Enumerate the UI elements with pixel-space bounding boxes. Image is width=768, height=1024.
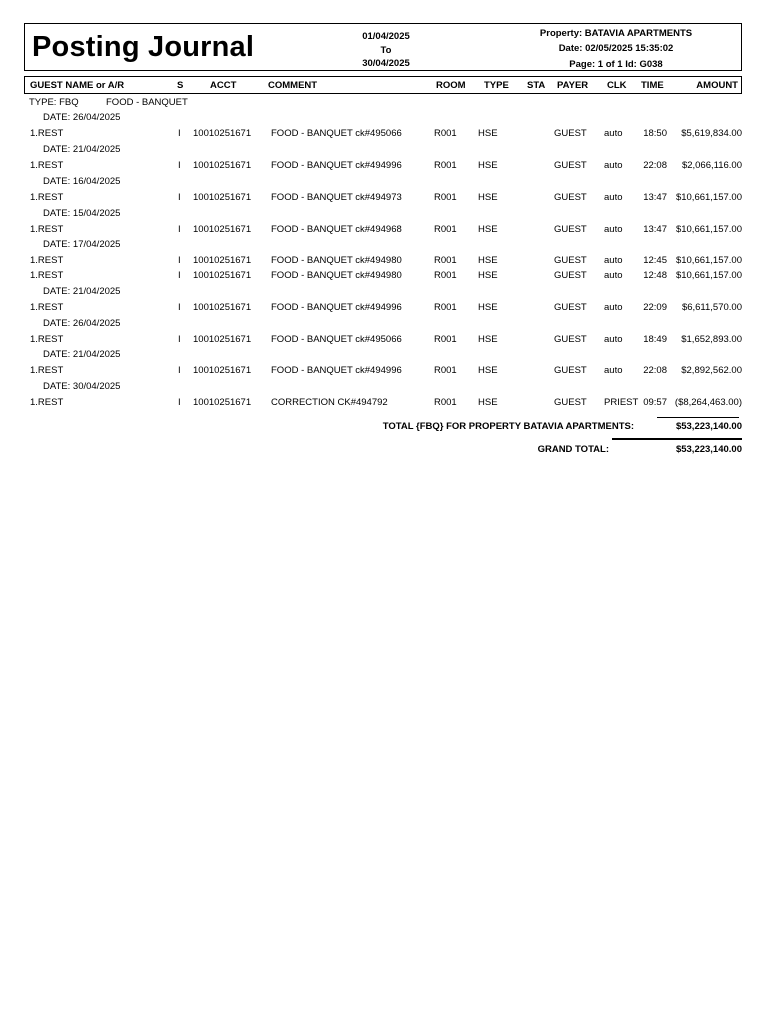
row-s: I <box>178 224 181 235</box>
page-line: Page: 1 of 1 Id: G038 <box>569 58 663 70</box>
row-type: HSE <box>478 270 498 281</box>
row-time: 12:45 <box>643 255 667 266</box>
grand-total-value: $53,223,140.00 <box>675 444 742 455</box>
row-payer: GUEST <box>554 128 587 139</box>
row-type: HSE <box>478 255 498 266</box>
row-clk: auto <box>604 270 623 281</box>
property-line: Property: BATAVIA APARTMENTS <box>539 28 693 39</box>
row-acct: 10010251671 <box>193 255 252 266</box>
group-type-line <box>0 97 768 109</box>
row-guest-name: 1.REST <box>30 397 64 408</box>
row-s: I <box>178 128 181 139</box>
row-clk: auto <box>604 192 623 203</box>
date-label: DATE: 21/04/2025 <box>43 286 121 297</box>
table-row <box>0 192 768 204</box>
report-title: Posting Journal <box>32 31 255 63</box>
date-label: DATE: 26/04/2025 <box>43 112 121 123</box>
row-guest-name: 1.REST <box>30 270 64 281</box>
table-row <box>0 334 768 346</box>
row-guest-name: 1.REST <box>30 365 64 376</box>
date-line <box>0 176 768 188</box>
row-type: HSE <box>478 160 498 171</box>
row-type: HSE <box>478 334 498 345</box>
date-label: DATE: 16/04/2025 <box>43 176 121 187</box>
row-clk: auto <box>604 255 623 266</box>
row-comment: FOOD - BANQUET ck#494980 <box>271 270 402 281</box>
row-s: I <box>178 255 181 266</box>
row-payer: GUEST <box>554 365 587 376</box>
report-date-range <box>355 30 417 71</box>
row-comment: FOOD - BANQUET ck#494996 <box>271 365 402 376</box>
date-line <box>0 239 768 251</box>
property-total-label: TOTAL {FBQ} FOR PROPERTY BATAVIA APARTMENTS: <box>382 421 634 432</box>
row-payer: GUEST <box>554 255 587 266</box>
date-to: 30/04/2025 <box>362 58 410 69</box>
date-label: DATE: 17/04/2025 <box>43 239 121 250</box>
row-amount: $2,892,562.00 <box>681 365 742 376</box>
row-amount: $10,661,157.00 <box>675 255 742 266</box>
table-row <box>0 302 768 314</box>
row-payer: GUEST <box>554 302 587 313</box>
report-property-info <box>501 26 731 72</box>
row-s: I <box>178 397 181 408</box>
row-payer: GUEST <box>554 270 587 281</box>
row-time: 22:08 <box>643 160 667 171</box>
row-s: I <box>178 160 181 171</box>
table-row <box>0 255 768 267</box>
row-clk: auto <box>604 365 623 376</box>
row-comment: FOOD - BANQUET ck#494996 <box>271 302 402 313</box>
grand-total-rule <box>612 438 742 440</box>
row-acct: 10010251671 <box>193 192 252 203</box>
run-date-line: Date: 02/05/2025 15:35:02 <box>558 43 674 55</box>
row-s: I <box>178 192 181 203</box>
col-room: ROOM <box>436 80 466 91</box>
row-amount: $6,611,570.00 <box>681 302 742 313</box>
row-comment: FOOD - BANQUET ck#494973 <box>271 192 402 203</box>
table-row <box>0 270 768 282</box>
property-total-value: $53,223,140.00 <box>675 421 742 432</box>
report-header <box>24 23 742 71</box>
table-row <box>0 224 768 236</box>
col-type: TYPE <box>484 80 509 91</box>
row-room: R001 <box>434 365 457 376</box>
col-guest-name: GUEST NAME or A/R <box>30 80 125 91</box>
row-type: HSE <box>478 128 498 139</box>
row-guest-name: 1.REST <box>30 160 64 171</box>
row-s: I <box>178 365 181 376</box>
table-row <box>0 397 768 409</box>
row-time: 13:47 <box>643 192 667 203</box>
row-comment: FOOD - BANQUET ck#495066 <box>271 128 402 139</box>
date-label: DATE: 26/04/2025 <box>43 318 121 329</box>
property-total-line <box>0 421 768 433</box>
row-comment: CORRECTION CK#494792 <box>271 397 388 408</box>
date-to-word: To <box>380 44 392 56</box>
row-acct: 10010251671 <box>193 224 252 235</box>
date-line <box>0 381 768 393</box>
row-acct: 10010251671 <box>193 397 252 408</box>
row-time: 13:47 <box>643 224 667 235</box>
row-payer: GUEST <box>554 160 587 171</box>
col-comment: COMMENT <box>268 80 318 91</box>
subtotal-rule <box>657 417 739 418</box>
date-line <box>0 112 768 124</box>
row-clk: auto <box>604 128 623 139</box>
col-time: TIME <box>641 80 664 91</box>
row-type: HSE <box>478 224 498 235</box>
row-payer: GUEST <box>554 192 587 203</box>
row-room: R001 <box>434 302 457 313</box>
col-amount: AMOUNT <box>696 80 738 91</box>
row-clk: PRIEST <box>604 397 639 408</box>
row-guest-name: 1.REST <box>30 128 64 139</box>
row-guest-name: 1.REST <box>30 224 64 235</box>
row-room: R001 <box>434 397 457 408</box>
group-type-desc: FOOD - BANQUET <box>106 97 188 108</box>
row-comment: FOOD - BANQUET ck#494980 <box>271 255 402 266</box>
column-header-row <box>24 76 742 94</box>
row-s: I <box>178 302 181 313</box>
row-time: 09:57 <box>643 397 667 408</box>
row-s: I <box>178 334 181 345</box>
date-label: DATE: 21/04/2025 <box>43 144 121 155</box>
date-line <box>0 286 768 298</box>
grand-total-label: GRAND TOTAL: <box>537 444 609 455</box>
date-line <box>0 208 768 220</box>
row-time: 18:50 <box>643 128 667 139</box>
row-acct: 10010251671 <box>193 365 252 376</box>
col-payer: PAYER <box>557 80 589 91</box>
row-room: R001 <box>434 270 457 281</box>
row-time: 12:48 <box>643 270 667 281</box>
row-comment: FOOD - BANQUET ck#494968 <box>271 224 402 235</box>
row-clk: auto <box>604 160 623 171</box>
row-guest-name: 1.REST <box>30 192 64 203</box>
row-type: HSE <box>478 365 498 376</box>
date-label: DATE: 21/04/2025 <box>43 349 121 360</box>
row-type: HSE <box>478 302 498 313</box>
date-label: DATE: 15/04/2025 <box>43 208 121 219</box>
row-time: 22:08 <box>643 365 667 376</box>
row-guest-name: 1.REST <box>30 255 64 266</box>
row-comment: FOOD - BANQUET ck#495066 <box>271 334 402 345</box>
table-row <box>0 365 768 377</box>
row-acct: 10010251671 <box>193 128 252 139</box>
row-s: I <box>178 270 181 281</box>
group-type-label: TYPE: FBQ <box>29 97 79 108</box>
row-room: R001 <box>434 334 457 345</box>
row-payer: GUEST <box>554 334 587 345</box>
col-s: S <box>177 80 184 91</box>
row-room: R001 <box>434 224 457 235</box>
row-payer: GUEST <box>554 397 587 408</box>
date-label: DATE: 30/04/2025 <box>43 381 121 392</box>
row-type: HSE <box>478 192 498 203</box>
row-time: 22:09 <box>643 302 667 313</box>
row-amount: $10,661,157.00 <box>675 192 742 203</box>
date-from: 01/04/2025 <box>362 31 410 42</box>
row-clk: auto <box>604 334 623 345</box>
date-line <box>0 349 768 361</box>
date-line <box>0 318 768 330</box>
row-comment: FOOD - BANQUET ck#494996 <box>271 160 402 171</box>
row-room: R001 <box>434 128 457 139</box>
row-amount: ($8,264,463.00) <box>674 397 742 408</box>
row-room: R001 <box>434 192 457 203</box>
row-clk: auto <box>604 224 623 235</box>
row-amount: $1,652,893.00 <box>681 334 742 345</box>
row-clk: auto <box>604 302 623 313</box>
col-clk: CLK <box>607 80 627 91</box>
row-payer: GUEST <box>554 224 587 235</box>
row-room: R001 <box>434 160 457 171</box>
row-type: HSE <box>478 397 498 408</box>
table-row <box>0 160 768 172</box>
row-acct: 10010251671 <box>193 334 252 345</box>
date-line <box>0 144 768 156</box>
row-amount: $10,661,157.00 <box>675 270 742 281</box>
row-acct: 10010251671 <box>193 302 252 313</box>
row-acct: 10010251671 <box>193 160 252 171</box>
row-amount: $5,619,834.00 <box>681 128 742 139</box>
table-row <box>0 128 768 140</box>
row-guest-name: 1.REST <box>30 334 64 345</box>
grand-total-line <box>0 444 768 456</box>
row-acct: 10010251671 <box>193 270 252 281</box>
col-acct: ACCT <box>210 80 237 91</box>
row-amount: $10,661,157.00 <box>675 224 742 235</box>
col-sta: STA <box>527 80 546 91</box>
row-time: 18:49 <box>643 334 667 345</box>
row-guest-name: 1.REST <box>30 302 64 313</box>
row-amount: $2,066,116.00 <box>681 160 742 171</box>
row-room: R001 <box>434 255 457 266</box>
